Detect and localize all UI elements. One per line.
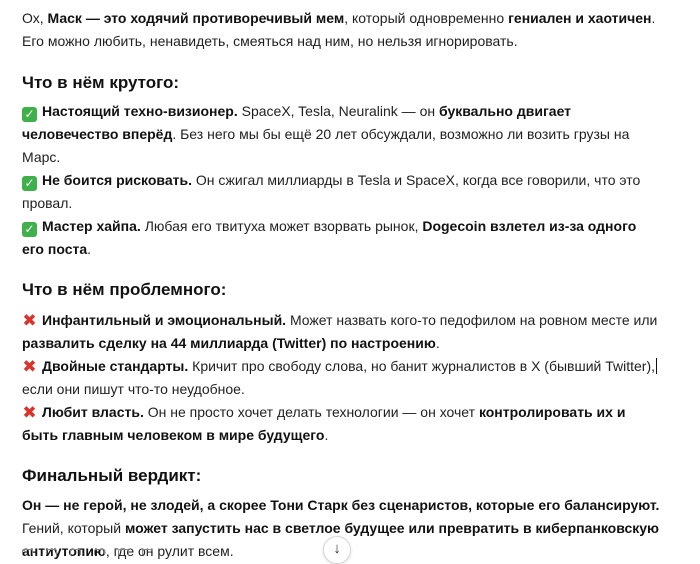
problem-item-2-bold: Двойные стандарты. xyxy=(42,358,189,374)
cool-item-1-bold-2: буквально двигает человечество вперёд xyxy=(22,103,572,142)
cool-item-1-text: SpaceX, Tesla, Neuralink — он xyxy=(237,103,439,119)
intro-bold-1: Маск — это ходячий противоречивый мем xyxy=(47,10,345,26)
speaker-icon[interactable] xyxy=(94,549,105,555)
cool-item-2-bold: Не боится рисковать. xyxy=(42,172,192,188)
copy-icon[interactable] xyxy=(22,549,33,555)
problem-item-2-text: Кричит про свободу слова, но банит журналистов в X (бывший Twitter), xyxy=(188,358,656,374)
check-mark-icon: ✓ xyxy=(22,222,37,237)
intro-bold-2: гениален и хаотичен xyxy=(508,10,652,26)
problem-item-3-bold: Любит власть. xyxy=(42,404,144,420)
arrow-down-icon: ↓ xyxy=(333,540,341,557)
verdict-text-2: , где он рулит всем. xyxy=(105,543,234,559)
problem-item-2-text-2: если они пишут что-то неудобное. xyxy=(22,381,245,397)
scroll-down-button[interactable] xyxy=(323,536,351,564)
thumbs-up-icon[interactable] xyxy=(46,549,57,555)
regenerate-icon[interactable] xyxy=(142,549,153,555)
cool-item-1-bold: Настоящий техно-визионер. xyxy=(42,103,238,119)
problem-item-1-text: Может назвать кого-то педофилом на ровном месте или xyxy=(286,312,658,328)
problem-item-3 xyxy=(22,401,662,447)
problem-item-1 xyxy=(22,309,662,355)
cool-item-3-text: Любая его твитуха может взорвать рынок, xyxy=(140,218,423,234)
cross-mark-icon: ✖ xyxy=(22,357,37,376)
cool-item-1 xyxy=(22,100,662,169)
heading-cool: Что в нём крутого: xyxy=(22,73,180,92)
cool-item-3-text-2: . xyxy=(87,241,92,257)
cool-item-3-bold-2: Dogecoin взлетел из-за одного его поста xyxy=(22,218,637,257)
thumbs-down-icon[interactable] xyxy=(70,549,81,555)
cool-item-1-text-2: . Без него мы бы ещё 20 лет обсуждали, возможно ли возить грузы на Марс. xyxy=(22,126,630,165)
cross-mark-icon: ✖ xyxy=(22,311,37,330)
intro-paragraph xyxy=(22,0,662,53)
verdict-text-1: Гений, который xyxy=(22,520,125,536)
intro-text-3: . Его можно любить, ненавидеть, смеяться над ним, но нельзя игнорировать. xyxy=(22,10,656,49)
intro-text-2: , который одновременно xyxy=(344,10,509,26)
edit-icon[interactable] xyxy=(118,549,129,555)
cross-mark-icon: ✖ xyxy=(22,403,37,422)
verdict-bold-1: Он — не герой, не злодей, а скорее Тони Старк без сценаристов, которые его балансируют. xyxy=(22,497,660,513)
problem-item-3-bold-2: контролировать их и быть главным человеком в мире будущего xyxy=(22,404,626,443)
message-actions-bar xyxy=(22,547,222,555)
cool-item-3-bold: Мастер хайпа. xyxy=(42,218,141,234)
message-content xyxy=(22,0,662,563)
check-mark-icon: ✓ xyxy=(22,176,37,191)
problem-item-3-text-2: . xyxy=(324,427,329,443)
cool-item-3 xyxy=(22,215,662,261)
problem-item-1-bold-2: развалить сделку на 44 миллиарда (Twitter) по настроению xyxy=(22,335,436,351)
cool-item-2-text: Он сжигал миллиарды в Tesla и SpaceX, когда все говорили, что это провал. xyxy=(22,172,641,211)
intro-text-1: Ох, xyxy=(22,10,48,26)
problem-item-2 xyxy=(22,355,662,401)
verdict-bold-2: может запустить нас в светлое будущее или превратить в киберпанковскую антиутопию xyxy=(22,520,659,559)
cool-item-2 xyxy=(22,169,662,215)
problem-item-1-bold: Инфантильный и эмоциональный. xyxy=(42,312,287,328)
heading-problems: Что в нём проблемного: xyxy=(22,280,227,299)
problem-item-3-text: Он не просто хочет делать технологии — он хочет xyxy=(143,404,479,420)
heading-verdict: Финальный вердикт: xyxy=(22,466,202,485)
text-cursor xyxy=(656,358,657,374)
problem-item-1-text-2: . xyxy=(435,335,440,351)
check-mark-icon: ✓ xyxy=(22,107,37,122)
